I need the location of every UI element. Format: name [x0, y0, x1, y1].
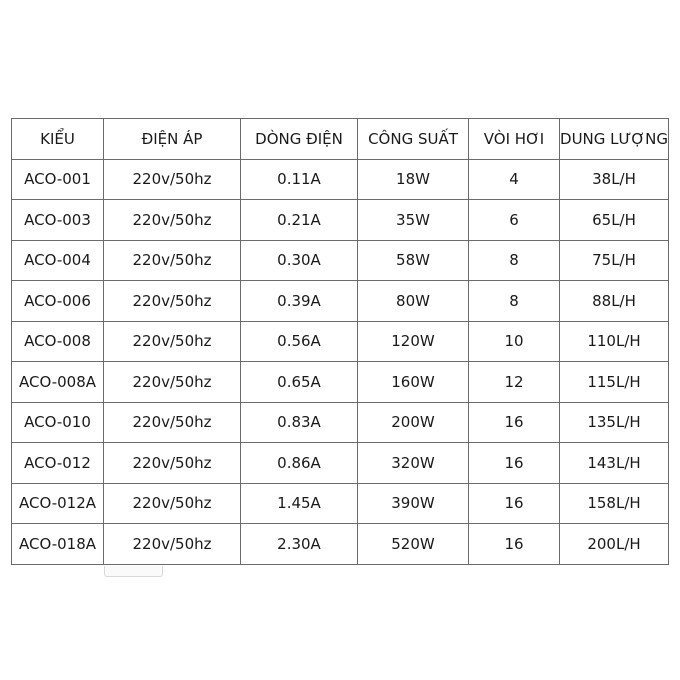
cell-current: 0.86A — [241, 443, 358, 484]
table-row — [12, 362, 669, 403]
cell-current: 0.21A — [241, 200, 358, 241]
cell-current: 1.45A — [241, 483, 358, 524]
cell-model: ACO-003 — [12, 200, 104, 241]
table-row — [12, 524, 669, 565]
cell-capacity: 200L/H — [560, 524, 669, 565]
cell-current: 0.30A — [241, 240, 358, 281]
cell-air-outlets: 6 — [469, 200, 560, 241]
cell-model: ACO-004 — [12, 240, 104, 281]
table-row — [12, 281, 669, 322]
header-power: CÔNG SUẤT — [358, 119, 469, 160]
cell-model: ACO-012 — [12, 443, 104, 484]
cell-air-outlets: 16 — [469, 483, 560, 524]
cell-air-outlets: 16 — [469, 443, 560, 484]
table-row — [12, 200, 669, 241]
header-row — [12, 119, 669, 160]
cell-power: 520W — [358, 524, 469, 565]
cell-voltage: 220v/50hz — [104, 281, 241, 322]
cell-voltage: 220v/50hz — [104, 524, 241, 565]
cell-air-outlets: 16 — [469, 402, 560, 443]
cell-power: 18W — [358, 159, 469, 200]
table-row — [12, 483, 669, 524]
cell-capacity: 158L/H — [560, 483, 669, 524]
cell-voltage: 220v/50hz — [104, 443, 241, 484]
cell-air-outlets: 16 — [469, 524, 560, 565]
table-row — [12, 443, 669, 484]
scroll-handle — [104, 566, 163, 577]
table-row — [12, 402, 669, 443]
cell-voltage: 220v/50hz — [104, 200, 241, 241]
cell-model: ACO-018A — [12, 524, 104, 565]
cell-power: 320W — [358, 443, 469, 484]
cell-voltage: 220v/50hz — [104, 321, 241, 362]
cell-power: 120W — [358, 321, 469, 362]
spec-table — [11, 118, 669, 565]
cell-current: 0.56A — [241, 321, 358, 362]
cell-current: 0.11A — [241, 159, 358, 200]
cell-capacity: 65L/H — [560, 200, 669, 241]
table-row — [12, 321, 669, 362]
cell-voltage: 220v/50hz — [104, 240, 241, 281]
cell-capacity: 38L/H — [560, 159, 669, 200]
cell-air-outlets: 12 — [469, 362, 560, 403]
cell-voltage: 220v/50hz — [104, 159, 241, 200]
cell-air-outlets: 4 — [469, 159, 560, 200]
cell-capacity: 88L/H — [560, 281, 669, 322]
cell-voltage: 220v/50hz — [104, 483, 241, 524]
cell-model: ACO-008 — [12, 321, 104, 362]
cell-power: 160W — [358, 362, 469, 403]
header-air-outlets: VÒI HƠI — [469, 119, 560, 160]
cell-power: 390W — [358, 483, 469, 524]
cell-model: ACO-001 — [12, 159, 104, 200]
cell-current: 2.30A — [241, 524, 358, 565]
cell-power: 35W — [358, 200, 469, 241]
cell-air-outlets: 10 — [469, 321, 560, 362]
cell-current: 0.65A — [241, 362, 358, 403]
cell-capacity: 135L/H — [560, 402, 669, 443]
cell-power: 200W — [358, 402, 469, 443]
table-row — [12, 240, 669, 281]
cell-air-outlets: 8 — [469, 240, 560, 281]
cell-power: 58W — [358, 240, 469, 281]
header-voltage: ĐIỆN ÁP — [104, 119, 241, 160]
cell-voltage: 220v/50hz — [104, 362, 241, 403]
cell-model: ACO-008A — [12, 362, 104, 403]
table-row — [12, 159, 669, 200]
cell-current: 0.83A — [241, 402, 358, 443]
cell-model: ACO-012A — [12, 483, 104, 524]
cell-model: ACO-010 — [12, 402, 104, 443]
cell-capacity: 143L/H — [560, 443, 669, 484]
table-header — [12, 119, 669, 160]
cell-current: 0.39A — [241, 281, 358, 322]
table-body — [12, 159, 669, 564]
header-model: KIỂU — [12, 119, 104, 160]
cell-power: 80W — [358, 281, 469, 322]
header-current: DÒNG ĐIỆN — [241, 119, 358, 160]
header-capacity: DUNG LƯỢNG — [560, 119, 669, 160]
cell-capacity: 110L/H — [560, 321, 669, 362]
cell-capacity: 75L/H — [560, 240, 669, 281]
cell-air-outlets: 8 — [469, 281, 560, 322]
cell-voltage: 220v/50hz — [104, 402, 241, 443]
cell-model: ACO-006 — [12, 281, 104, 322]
cell-capacity: 115L/H — [560, 362, 669, 403]
